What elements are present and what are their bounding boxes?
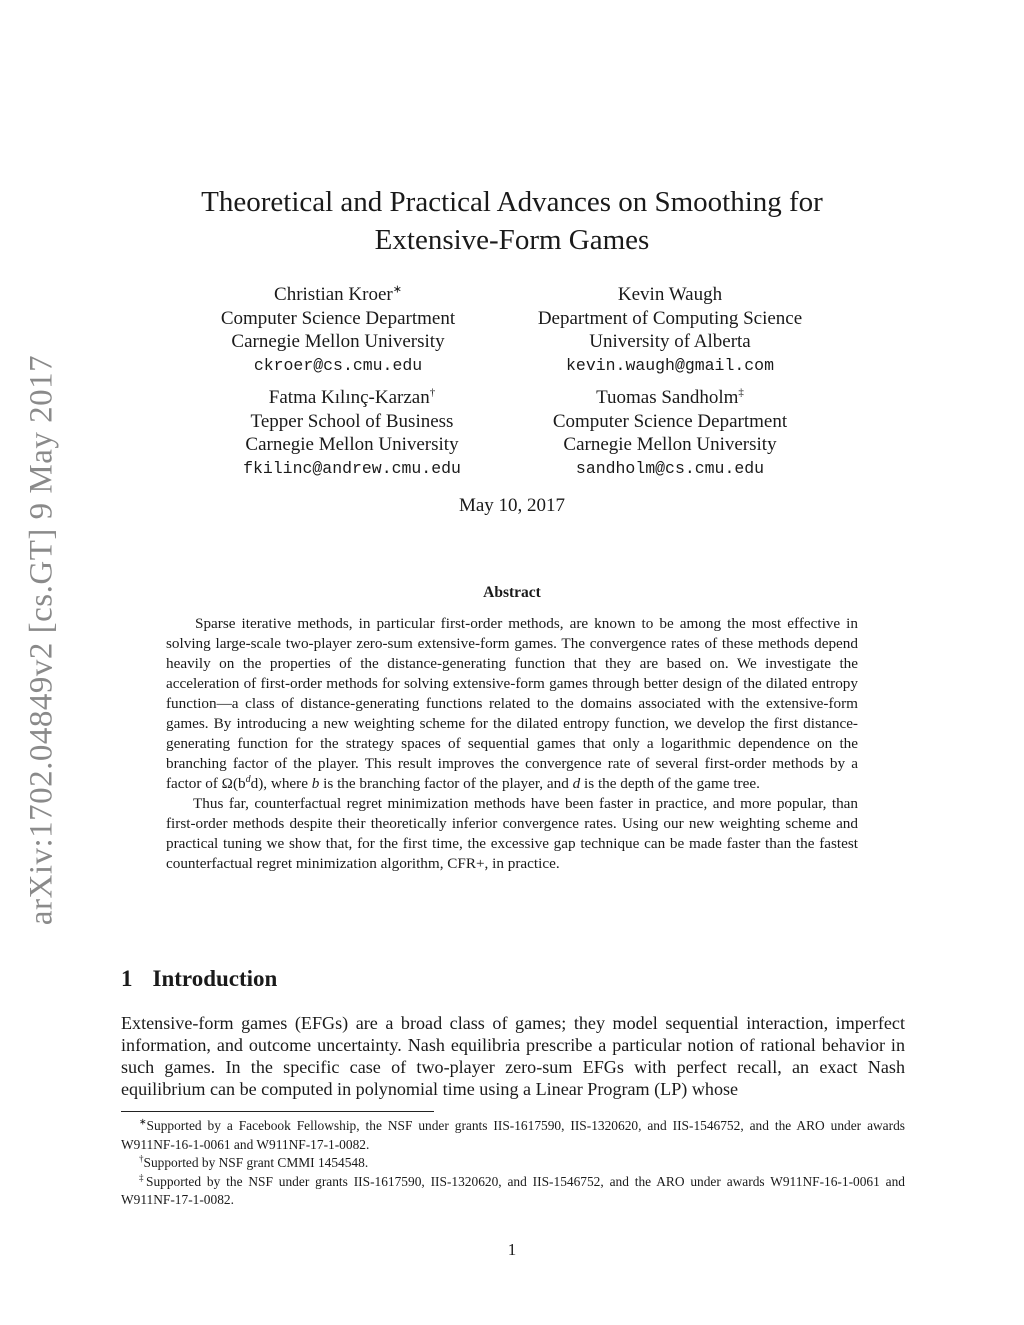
author-department: Department of Computing Science: [537, 307, 803, 329]
title-line-2: Extensive-Form Games: [374, 224, 650, 256]
footnotes: [121, 1117, 905, 1210]
author-affiliation: Carnegie Mellon University: [231, 331, 445, 352]
author-email: sandholm@cs.cmu.edu: [575, 458, 765, 478]
section-title: Introduction: [152, 966, 278, 991]
author-email: fkilinc@andrew.cmu.edu: [243, 458, 461, 478]
footnote-divider: [121, 1111, 434, 1112]
author-name: Christian Kroer∗: [274, 283, 402, 305]
paper-date: May 10, 2017: [458, 495, 566, 516]
introduction-paragraph: Extensive-form games (EFGs) are a broad class of games; they model sequential interaction, imperfect information, and outcome uncertainty. Nash equilibria prescribe a particular notion of rational behavior in such games. In the specific case of two-player zero-sum EFGs with perfect recall, an exact Nash equilibrium can be computed in polynomial time using a Linear Program (LP) whose: [121, 1013, 905, 1099]
author-footnote-mark: ‡: [738, 386, 744, 399]
author-affiliation: University of Alberta: [589, 331, 751, 352]
title-line-1: Theoretical and Practical Advances on Smoothing for: [201, 186, 823, 218]
author-name: Tuomas Sandholm‡: [596, 386, 744, 408]
abstract-paragraph-2: Thus far, counterfactual regret minimization methods have been faster in practice, and more popular, than first-order methods despite their theoretically inferior convergence rates. Using our new weighting scheme and practical tuning we show that, for the first time, the excessive gap technique can be made faster than the fastest counterfactual regret minimization algorithm, CFR+, in practice.: [166, 795, 858, 872]
author-department: Computer Science Department: [220, 307, 456, 329]
section-heading: [121, 966, 277, 992]
author-department: Tepper School of Business: [250, 410, 454, 432]
abstract-paragraph-1: Sparse iterative methods, in particular first-order methods, are known to be among the most effective in solving large-scale two-player zero-sum extensive-form games. The convergence rates of these methods depend heavily on the properties of the distance-generating function that they are based on. We investigate the acceleration of first-order methods for solving extensive-form games through better design of the dilated entropy function—a class of distance-generating functions related to the domains associated with the extensive-form games. By introducing a new weighting scheme for the dilated entropy function, we develop the first distance-generating function for the strategy spaces of sequential games that only a logarithmic dependence on the branching factor of the player. This result improves the convergence rate of several first-order methods by a factor of $\Omega(b^dd)$, where b is the branching factor of the player, and d is the depth of the game tree.: [166, 615, 858, 792]
author-block-kroer: [188, 283, 488, 377]
arxiv-stamp: arXiv:1702.04849v2 [cs.GT] 9 May 2017: [23, 354, 60, 926]
author-email: ckroer@cs.cmu.edu: [253, 355, 423, 375]
author-department: Computer Science Department: [552, 410, 788, 432]
author-name: Kevin Waugh: [617, 284, 723, 305]
author-block-waugh: [500, 283, 840, 377]
author-name: Fatma Kılınç-Karzan†: [268, 386, 436, 408]
author-affiliation: Carnegie Mellon University: [563, 434, 777, 455]
page-number: 1: [507, 1240, 517, 1259]
section-number: 1: [121, 966, 133, 991]
author-affiliation: Carnegie Mellon University: [245, 434, 459, 455]
abstract-heading: Abstract: [483, 584, 541, 601]
author-footnote-mark: ∗: [392, 283, 402, 296]
author-footnote-mark: †: [429, 386, 436, 399]
author-email: kevin.waugh@gmail.com: [566, 355, 774, 375]
complexity-expression: $\Omega(b^dd)$: [221, 773, 264, 792]
author-block-kilinc-karzan: [200, 386, 504, 480]
footnote-2: †Supported by NSF grant CMMI 1454548.: [139, 1153, 369, 1170]
paper-title: [150, 183, 874, 259]
footnote-3: ‡Supported by the NSF under grants IIS-1617590, IIS-1320620, and IIS-1546752, and the ARO under awards W911NF-16-1-0061 and W911NF-17-1-0082.: [121, 1172, 905, 1207]
author-block-sandholm: [502, 386, 838, 480]
abstract-body: [166, 614, 858, 874]
footnote-1: ∗Supported by a Facebook Fellowship, the NSF under grants IIS-1617590, IIS-1320620, and IIS-1546752, and the ARO under awards W911NF-16-1-0061 and W911NF-17-1-0082.: [121, 1116, 905, 1152]
